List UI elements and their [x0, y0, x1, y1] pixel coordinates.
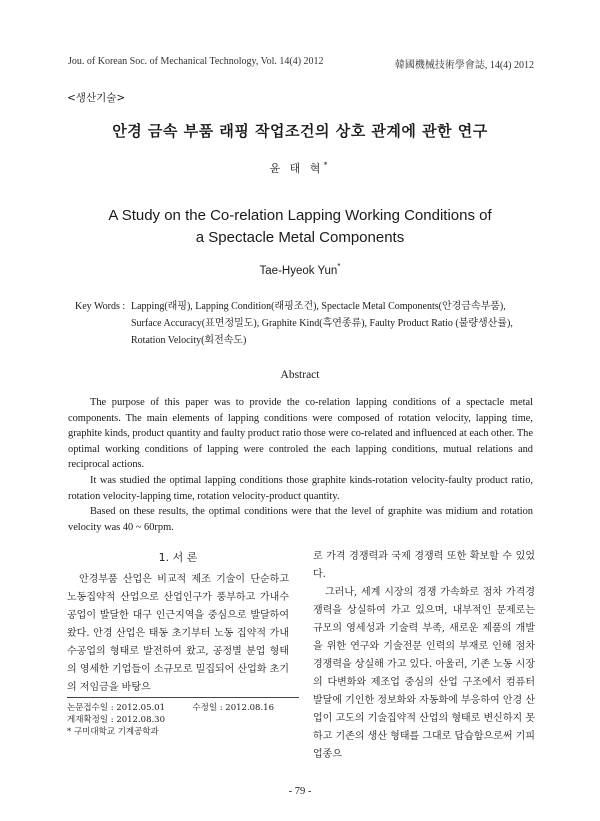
- author-english-mark: *: [337, 262, 341, 271]
- title-korean: 안경 금속 부품 래핑 작업조건의 상호 관계에 관한 연구: [112, 122, 488, 140]
- author-affiliation: * 구미대학교 기계공학과: [67, 727, 159, 737]
- column-left: [67, 549, 289, 697]
- keywords-label: Key Words :: [75, 301, 126, 312]
- author-english-name: Tae-Hyeok Yun: [259, 264, 338, 277]
- title-english-line2: a Spectacle Metal Components: [195, 229, 405, 246]
- abstract-paragraph: The purpose of this paper was to provide the co-relation lapping conditions of a spectacle metal components. The main elements of lapping conditions were composed of rotation velocity, lapping time, graphite kinds, product quantity and faulty product ratio those were co-related and influenced at each other. The optimal working conditions of lapping were controled the each lapping conditions, mutual relations and reciprocal actions.: [68, 397, 533, 471]
- intro-paragraph: 그러나, 세계 시장의 경쟁 가속화로 점차 가격경쟁력을 상실하여 가고 있으며, 내부적인 문제로는 규모의 영세성과 기술력 부족, 새로운 제품의 개발을 위한 연구와 기술전문 인력의 부재로 인해 점차 경쟁력을 상실해 가고 있다. 아울러, 기존 노동 시장의 다변화와 제조업 중심의 산업 구조에서 컴퓨터 발달에 기인한 정보화와 자동화에 부응하여 안경 산업이 고도의 기술집약적 산업의 형태로 변신하지 못하고 기존의 생산 형태를 그대로 답습함으로써 기피 업종으: [313, 587, 535, 760]
- intro-paragraph-continued: 로 가격 경쟁력과 국제 경쟁력 또한 확보할 수 있었다.: [313, 551, 535, 580]
- journal-header-right: 韓國機械技術學會誌, 14(4) 2012: [394, 60, 534, 71]
- intro-heading: 1. 서 론: [158, 551, 198, 564]
- intro-paragraph: 안경부품 산업은 비교적 제조 기술이 단순하고 노동집약적 산업으로 산업인구가 풍부하고 가내수공업이 발달한 대구 인근지역을 중심으로 발달하여 왔다. 안경 산업은 태동 초기부터 노동 집약적 가내 수공업의 형태로 발전하여 왔고, 공정별 분업 형태의 영세한 기업들이 소규모로 밀집되어 산업화 초기의 저임금을 바탕으: [67, 574, 289, 693]
- abstract-body: [68, 395, 533, 535]
- abstract-heading: Abstract: [280, 369, 320, 381]
- keywords-line: Surface Accuracy(표면정밀도), Graphite Kind(흑연종류), Faulty Product Ratio (불량생산률),: [131, 318, 513, 329]
- keywords-lines: [131, 298, 561, 349]
- title-english: [0, 205, 600, 249]
- revised-date: 수정일 : 2012.08.16: [192, 703, 274, 713]
- journal-header-left: Jou. of Korean Soc. of Mechanical Technology, Vol. 14(4) 2012: [68, 56, 324, 67]
- footnote-divider: [67, 697, 299, 698]
- received-date: 논문접수일 : 2012.05.01: [67, 703, 165, 713]
- abstract-paragraph: Based on these results, the optimal conditions were that the level of graphite was midium and rotation velocity was 40 ~ 60rpm.: [68, 506, 533, 533]
- author-korean-name: 윤 태 혁: [269, 162, 324, 175]
- title-english-line1: A Study on the Co-relation Lapping Working Conditions of: [108, 207, 492, 224]
- page-number: - 79 -: [288, 786, 312, 797]
- column-right: [313, 548, 535, 764]
- footnotes: [67, 702, 274, 738]
- abstract-paragraph: It was studied the optimal lapping conditions those graphite kinds-rotation velocity-faulty product ratio, rotation velocity-lapping time, rotation velocity-product quantity.: [68, 474, 533, 502]
- keywords-line: Lapping(래핑), Lapping Condition(래핑조건), Spectacle Metal Components(안경금속부품),: [131, 301, 506, 312]
- author-mark: *: [323, 160, 331, 170]
- section-tag: <생산기술>: [67, 92, 126, 104]
- author-english: [0, 262, 600, 277]
- footnote-dates-line: [67, 702, 274, 714]
- author-korean: [0, 160, 600, 176]
- keywords-line: Rotation Velocity(회전속도): [131, 335, 247, 346]
- accepted-date: 게재확정일 : 2012.08.30: [67, 715, 165, 725]
